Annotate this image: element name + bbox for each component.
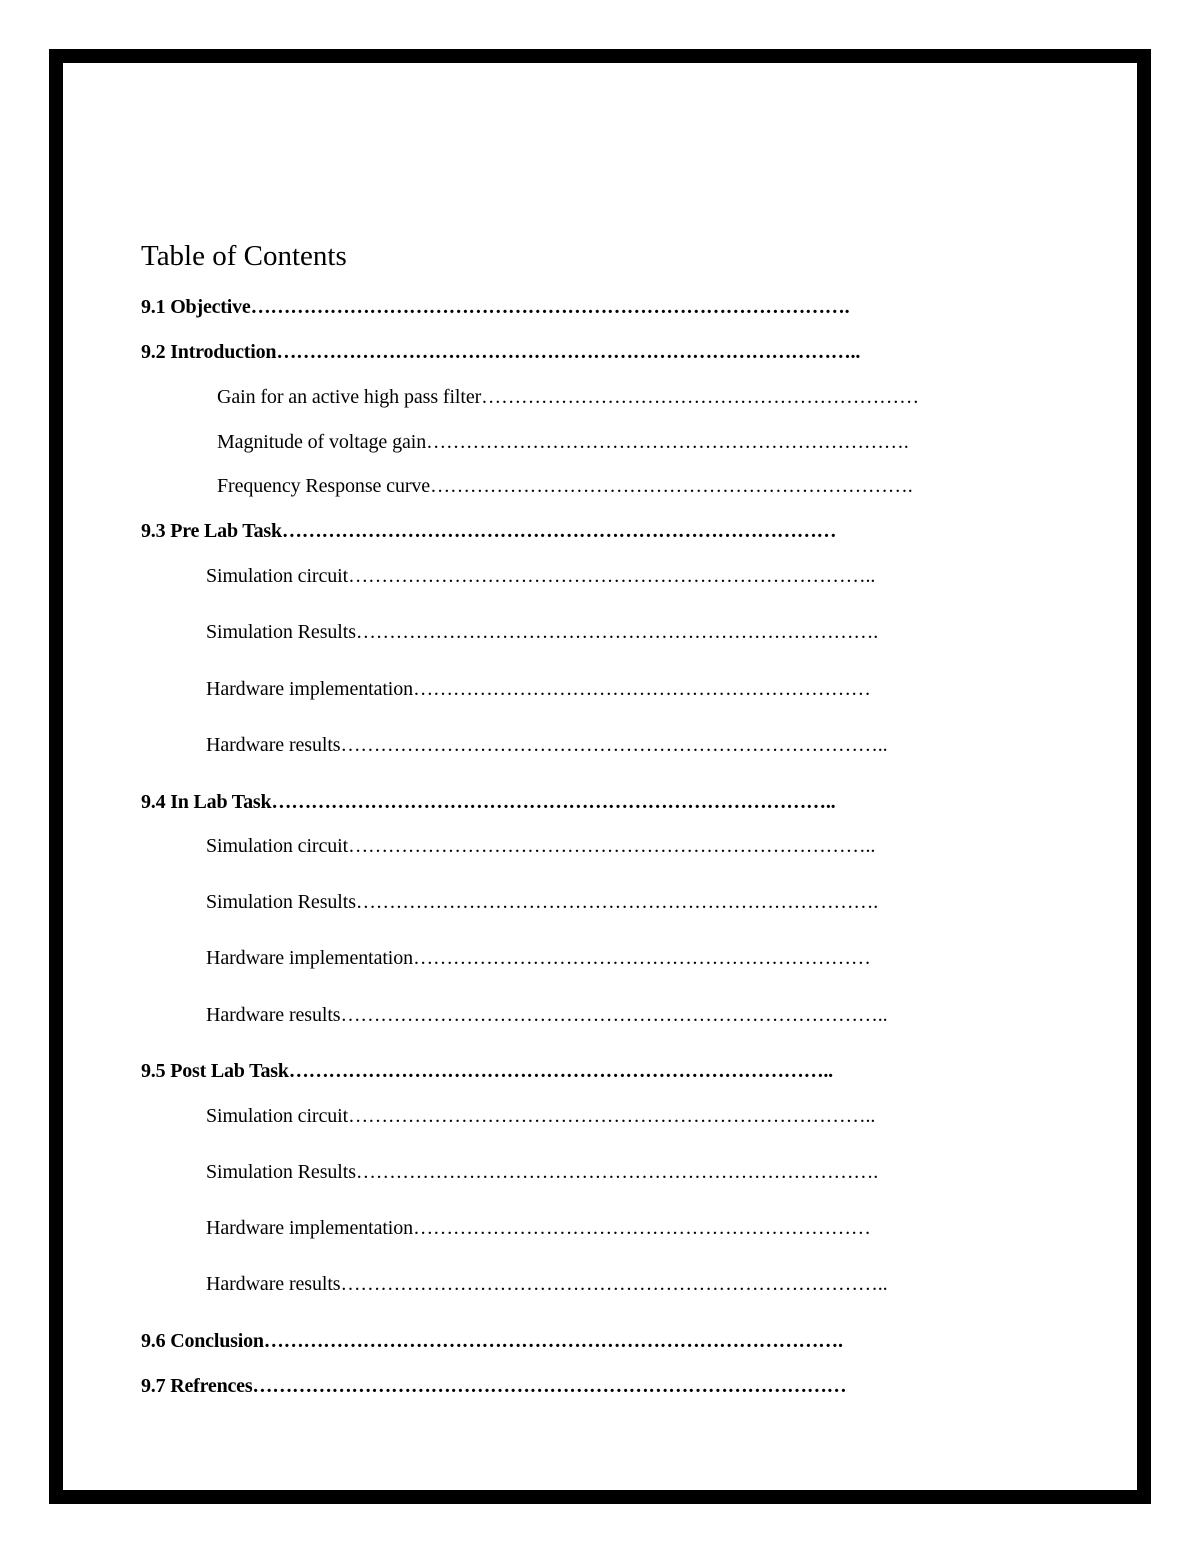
toc-entry-in-simulation-results[interactable]: Simulation Results……………………………………………………………………. bbox=[206, 891, 879, 913]
toc-entry-pre-hardware-implementation[interactable]: Hardware implementation…………………………………………………………… bbox=[206, 678, 871, 700]
toc-title: Table of Contents bbox=[141, 240, 347, 272]
toc-entry-pre-lab-task[interactable]: 9.3 Pre Lab Task………………………………………………………………………… bbox=[141, 520, 837, 542]
toc-entry-frequency-response[interactable]: Frequency Response curve………………………………………………………………. bbox=[217, 475, 913, 497]
toc-entry-post-simulation-results[interactable]: Simulation Results……………………………………………………………………. bbox=[206, 1161, 879, 1183]
toc-entry-gain-high-pass[interactable]: Gain for an active high pass filter………………………………………………………… bbox=[217, 386, 919, 408]
toc-entry-references[interactable]: 9.7 Refrences……………………………………………………………………………… bbox=[141, 1375, 847, 1397]
toc-entry-in-lab-task[interactable]: 9.4 In Lab Task………………………………………………………………………….. bbox=[141, 791, 836, 813]
toc-entry-post-lab-task[interactable]: 9.5 Post Lab Task……………………………………………………………………….. bbox=[141, 1060, 833, 1082]
toc-entry-post-hardware-results[interactable]: Hardware results……………………………………………………………………….. bbox=[206, 1273, 888, 1295]
toc-entry-pre-simulation-results[interactable]: Simulation Results……………………………………………………………………. bbox=[206, 621, 879, 643]
toc-entry-in-hardware-implementation[interactable]: Hardware implementation…………………………………………………………… bbox=[206, 947, 871, 969]
toc-entry-magnitude-voltage-gain[interactable]: Magnitude of voltage gain………………………………………………………………. bbox=[217, 431, 909, 453]
toc-entry-post-simulation-circuit[interactable]: Simulation circuit…………………………………………………………………….. bbox=[206, 1105, 876, 1127]
toc-entry-in-simulation-circuit[interactable]: Simulation circuit…………………………………………………………………….. bbox=[206, 835, 876, 857]
toc-entry-introduction[interactable]: 9.2 Introduction…………………………………………………………………………….. bbox=[141, 341, 861, 363]
toc-entry-pre-hardware-results[interactable]: Hardware results……………………………………………………………………….. bbox=[206, 734, 888, 756]
toc-entry-post-hardware-implementation[interactable]: Hardware implementation…………………………………………………………… bbox=[206, 1217, 871, 1239]
toc-entry-pre-simulation-circuit[interactable]: Simulation circuit…………………………………………………………………….. bbox=[206, 565, 876, 587]
toc-entry-in-hardware-results[interactable]: Hardware results……………………………………………………………………….. bbox=[206, 1004, 888, 1026]
toc-entry-conclusion[interactable]: 9.6 Conclusion……………………………………………………………………………. bbox=[141, 1330, 843, 1352]
toc-entry-objective[interactable]: 9.1 Objective………………………………………………………………………………. bbox=[141, 296, 850, 318]
